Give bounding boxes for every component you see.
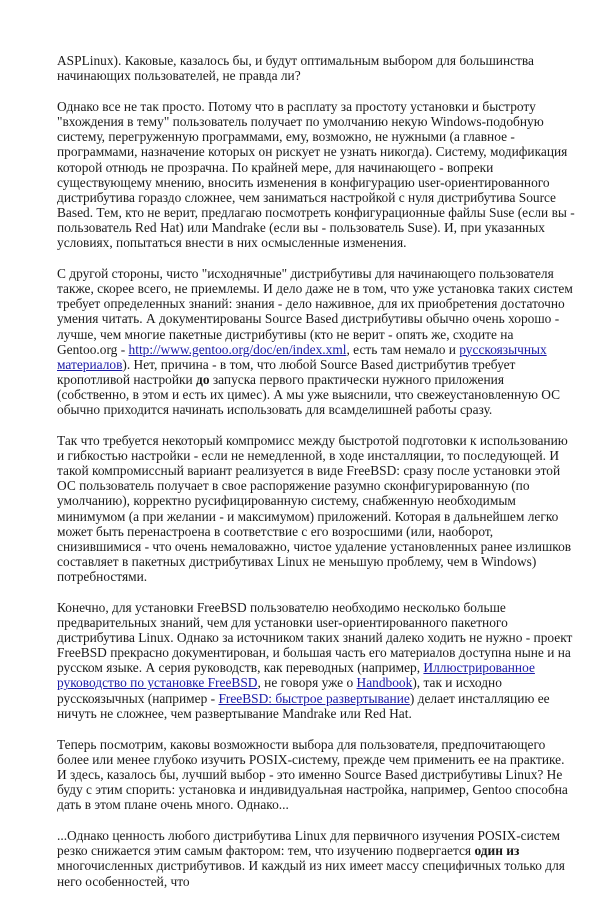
text-span: Теперь посмотрим, каковы возможности выбора для пользователя, предпочитающего более или менее глубоко изучить POSIX-систему, прежде чем применить ее на практике. И здесь, казалось бы, лучший выбор - это именно Source Based дистрибутивы Linux? Не буду с этим спорить: установка и индивидуальная настройка, например, Gentoo способна дать в этом плане очень много. Однако... bbox=[57, 736, 568, 813]
paragraph-2 bbox=[57, 99, 577, 250]
text-span: запуска первого практически нужного приложения (собственно, в этом и есть их цимес). А мы уже выяснили, что свежеустановленную ОС обычно приходится начинать использовать для всамделишней работы сразу. bbox=[57, 371, 561, 417]
paragraph-3 bbox=[57, 266, 577, 417]
text-span: , не говоря уже о bbox=[257, 675, 357, 691]
paragraph-7 bbox=[57, 828, 577, 888]
text-span: С другой стороны, чисто "исходнячные" дистрибутивы для начинающего пользователя также, скорее всего, не приемлемы. И дело даже не в том, что уже установка таких систем требует определенных знаний: знания - дело наживное, для их приобретения достаточно умения читать. А документированы Source Based дистрибутивы обычно очень хорошо - лучше, чем многие пакетные дистрибутивы (кто не верит - опять же, сходите на Gentoo.org - bbox=[57, 266, 573, 357]
text-span: ...Однако ценность любого дистрибутива Linux для первичного изучения POSIX-систем резко снижается этим самым фактором: тем, что изучению подвергается bbox=[57, 828, 560, 859]
document-page bbox=[57, 53, 577, 905]
text-span: многочисленных дистрибутивов. И каждый из них имеет массу специфичных только для него особенностей, что bbox=[57, 858, 565, 889]
text-span: Конечно, для установки FreeBSD пользователю необходимо несколько больше предварительных знаний, чем для установки user-ориентированного пакетного дистрибутива Linux. Однако за источником таких знаний далеко ходить не нужно - проект FreeBSD прекрасно документирован, и большая часть его материалов доступна ныне и на русском языке. А серия руководств, как переводных (например, bbox=[57, 600, 573, 676]
text-span: ) делает инсталляцию ее ничуть не сложнее, чем развертывание Mandrake или Red Hat. bbox=[57, 690, 550, 721]
text-span: ). Нет, причина - в том, что любой Source Based дистрибутив требует кропотливой настройки bbox=[57, 356, 516, 387]
text-span: Так что требуется некоторый компромисс между быстротой подготовки к использованию и гибкостью настройки - если не немедленной, в ходе инсталляции, то последующей. И такой компромиссный вариант реализуется в виде FreeBSD: сразу после установки этой ОС пользователь получает в свое распоряжение разумно сконфигурированную (по умолчанию), корректно русифицированную систему, снабженную необходимым минимумом (а при желании - и максимумом) приложений. Которая в дальнейшем легко может быть перенастроена в соответствие с его возросшими (или, наоборот, снизившимися - что очень немаловажно, чистое удаление установленных ранее излишков составляет в пакетных дистрибутивах Linux не меньшую проблему, чем в Windows) потребностями. bbox=[57, 433, 572, 584]
text-span: , есть там немало и bbox=[346, 341, 460, 357]
text-span: ASPLinux). Каковые, казалось бы, и будут оптимальным выбором для большинства начинающих пользователей, не правда ли? bbox=[57, 53, 535, 84]
link-handbook[interactable]: Handbook bbox=[356, 675, 413, 691]
bold-text: до bbox=[196, 371, 210, 387]
paragraph-1 bbox=[57, 53, 577, 83]
link-gentoo-docs[interactable]: http://www.gentoo.org/doc/en/index.xml bbox=[128, 341, 347, 357]
text-span: ), так и исходно русскоязычных (например - bbox=[57, 675, 502, 706]
link-freebsd-quick-deploy[interactable]: FreeBSD: быстрое развертывание bbox=[218, 690, 410, 706]
link-illustrated-guide[interactable]: Иллюстрированное руководство по установке FreeBSD bbox=[57, 660, 535, 691]
bold-text: один из bbox=[474, 843, 520, 859]
paragraph-6 bbox=[57, 737, 577, 812]
link-russian-materials[interactable]: русскоязычных материалов bbox=[57, 341, 547, 372]
text-span: Однако все не так просто. Потому что в расплату за простоту установки и быстроту "вхождения в тему" пользователь получает по умолчанию некую Windows-подобную систему, перегруженную программами, ему, возможно, не нужными (а главное - программами, назначение которых он рискует не узнать никогда). Систему, модификация которой отнюдь не прозрачна. По крайней мере, для начинающего - вопреки существующему мнению, вносить изменения в конфигурацию user-ориентированного дистрибутива гораздо сложнее, чем заниматься настройкой с нуля дистрибутива Source Based. Тем, кто не верит, предлагаю посмотреть конфигурационные файлы Suse (если вы - пользователь Red Hat) или Mandrake (если вы - пользователь Suse). И, при указанных условиях, попытаться внести в них осмысленные изменения. bbox=[57, 99, 575, 251]
paragraph-5 bbox=[57, 600, 577, 721]
paragraph-4 bbox=[57, 433, 577, 584]
